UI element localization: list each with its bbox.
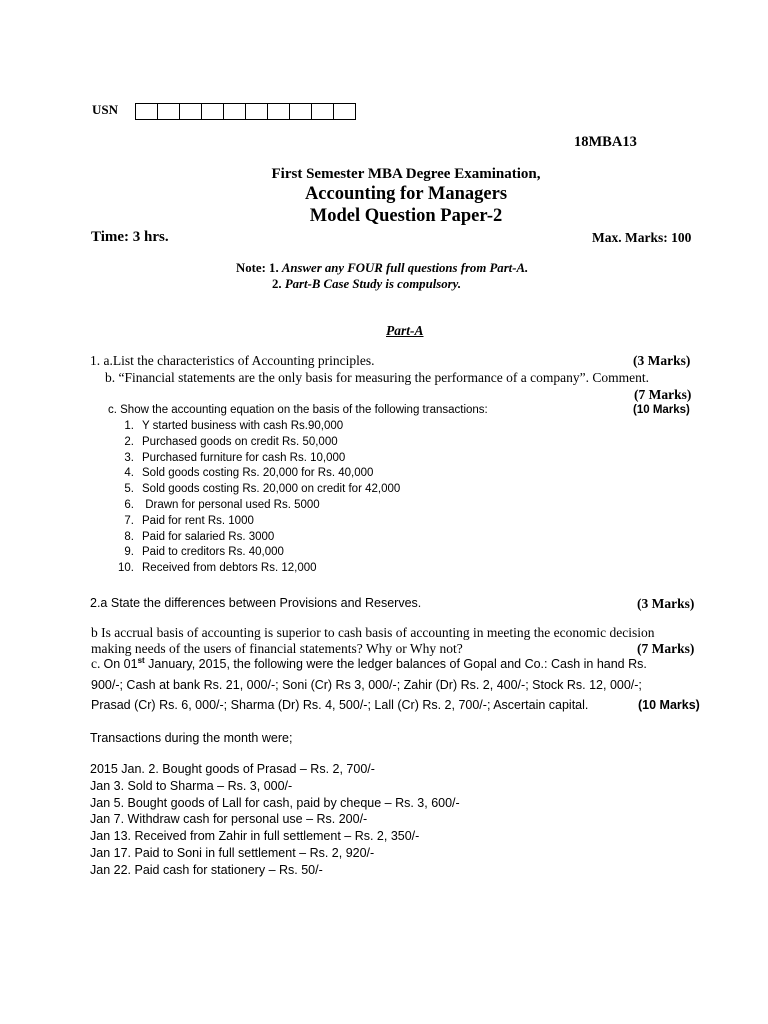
usn-box[interactable] — [245, 103, 268, 120]
usn-input-boxes[interactable] — [135, 103, 356, 120]
list-item-text: Paid for rent Rs. 1000 — [142, 514, 254, 527]
q2c-text-1a: On 01 — [103, 657, 138, 672]
list-item-text: Y started business with cash Rs.90,000 — [142, 420, 344, 432]
note-text-1: Answer any FOUR full questions from Part-A. — [281, 261, 529, 275]
usn-box[interactable] — [157, 103, 180, 120]
transaction-line: Jan 3. Sold to Sharma – Rs. 3, 000/- — [90, 778, 293, 793]
q1a-text: 1. a.List the characteristics of Accounting principles. — [90, 353, 375, 368]
q2c-line-2: 900/-; Cash at bank Rs. 21, 000/-; Soni (Cr) Rs 3, 000/-; Zahir (Dr) Rs. 2, 400/-; Stock Rs. 12, 000/-; — [91, 678, 642, 692]
list-item-number: 9. — [124, 546, 134, 559]
list-item-number: 4. — [124, 467, 134, 480]
note-line-2 — [272, 277, 461, 292]
list-item — [112, 562, 317, 574]
note-prefix: Note: 1. — [236, 261, 279, 275]
q2b-line-2: making needs of the users of financial statements? Why or Why not? — [91, 641, 463, 656]
usn-box[interactable] — [201, 103, 224, 120]
q2c-marks: (10 Marks) — [638, 698, 700, 712]
usn-box[interactable] — [267, 103, 290, 120]
list-item-text: Received from debtors Rs. 12,000 — [142, 562, 317, 575]
usn-label: USN — [92, 102, 119, 117]
paper-title: Model Question Paper-2 — [309, 206, 503, 226]
list-item — [112, 452, 345, 464]
q1b-text: b. “Financial statements are the only basis for measuring the performance of a company”. Comment. — [105, 370, 649, 385]
list-item-text: Paid to creditors Rs. 40,000 — [142, 546, 284, 559]
list-item-number: 3. — [124, 451, 134, 464]
q1a-marks: (3 Marks) — [633, 353, 691, 368]
q2b-line-1: b Is accrual basis of accounting is superior to cash basis of accounting in meeting the economic decision — [91, 625, 655, 640]
transaction-line: 2015 Jan. 2. Bought goods of Prasad – Rs. 2, 700/- — [90, 762, 375, 776]
list-item — [112, 436, 338, 448]
list-item-number: 1. — [124, 420, 134, 432]
usn-box[interactable] — [333, 103, 356, 120]
q2a-text: State the differences between Provisions and Reserves. — [110, 596, 422, 610]
list-item — [112, 467, 373, 479]
transactions-heading: Transactions during the month were; — [90, 731, 293, 745]
list-item — [112, 499, 320, 511]
list-item — [112, 546, 284, 558]
q2a-marks: (3 Marks) — [637, 596, 695, 611]
transaction-line: Jan 13. Received from Zahir in full settlement – Rs. 2, 350/- — [90, 829, 420, 844]
part-a-heading: Part-A — [386, 323, 424, 338]
list-item-number: 8. — [124, 530, 134, 543]
list-item — [112, 420, 343, 432]
q2c-text-1b: January, 2015, the following were the ledger balances of Gopal and Co.: Cash in hand Rs. — [144, 657, 647, 672]
list-item-number: 5. — [124, 483, 134, 496]
list-item-number: 6. — [124, 499, 134, 511]
usn-box[interactable] — [223, 103, 246, 120]
list-item-text: Drawn for personal used Rs. 5000 — [142, 499, 320, 511]
usn-box[interactable] — [311, 103, 334, 120]
list-item-text: Purchased goods on credit Rs. 50,000 — [142, 435, 338, 448]
subject-code: 18MBA13 — [574, 134, 637, 150]
note-text-2: Part-B Case Study is compulsory. — [284, 277, 462, 291]
max-marks: Max. Marks: 100 — [592, 230, 692, 245]
transaction-line: Jan 17. Paid to Soni in full settlement – Rs. 2, 920/- — [90, 846, 375, 860]
list-item — [112, 531, 274, 543]
q2c-line-3: Prasad (Cr) Rs. 6, 000/-; Sharma (Dr) Rs. 4, 500/-; Lall (Cr) Rs. 2, 700/-; Ascertain capital. — [91, 698, 589, 712]
time-allowed: Time: 3 hrs. — [91, 229, 169, 245]
list-item — [112, 483, 400, 495]
note-num-2: 2. — [272, 277, 282, 291]
usn-box[interactable] — [179, 103, 202, 120]
list-item-text: Paid for salaried Rs. 3000 — [142, 530, 275, 543]
q2c-line-1 — [91, 656, 647, 672]
q2a-prefix: 2.a — [90, 596, 108, 610]
list-item-text: Purchased furniture for cash Rs. 10,000 — [142, 451, 346, 464]
q2b-marks: (7 Marks) — [637, 641, 695, 656]
transaction-line: Jan 22. Paid cash for stationery – Rs. 50/- — [90, 862, 323, 877]
exam-title: First Semester MBA Degree Examination, — [271, 166, 541, 182]
q1c-marks: (10 Marks) — [633, 404, 690, 416]
list-item-number: 7. — [124, 514, 134, 527]
q2a-line — [90, 596, 421, 610]
subject-title: Accounting for Managers — [304, 184, 508, 204]
note-line-1 — [236, 261, 528, 276]
list-item-text: Sold goods costing Rs. 20,000 for Rs. 40,000 — [142, 467, 374, 480]
list-item — [112, 515, 254, 527]
list-item-number: 2. — [124, 435, 134, 448]
transaction-line: Jan 7. Withdraw cash for personal use – Rs. 200/- — [90, 812, 368, 827]
q2c-prefix: c. — [91, 656, 101, 672]
list-item-number: 10. — [118, 562, 134, 575]
q1b-marks: (7 Marks) — [634, 387, 692, 402]
list-item-text: Sold goods costing Rs. 20,000 on credit for 42,000 — [142, 483, 401, 496]
q1c-text: c. Show the accounting equation on the basis of the following transactions: — [108, 404, 488, 416]
transaction-line: Jan 5. Bought goods of Lall for cash, paid by cheque – Rs. 3, 600/- — [90, 795, 460, 810]
usn-box[interactable] — [135, 103, 158, 120]
usn-box[interactable] — [289, 103, 312, 120]
q2c-superscript: st — [137, 656, 145, 665]
